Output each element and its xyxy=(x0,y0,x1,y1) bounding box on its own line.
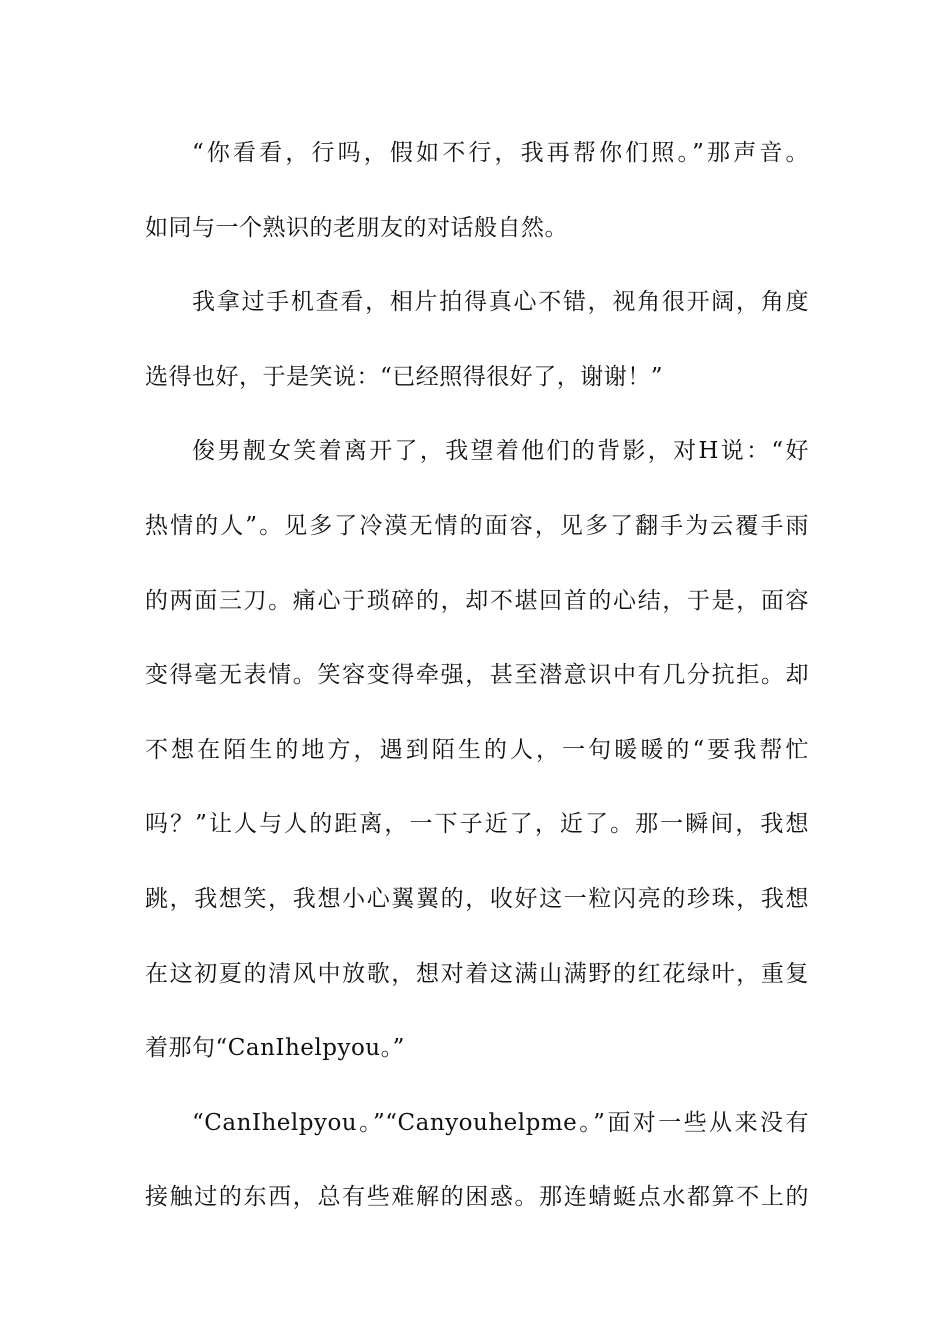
text-line: 不想在陌生的地方，遇到陌生的人，一句暖暖的“要我帮忙 xyxy=(145,736,809,763)
text-line: 选得也好，于是笑说：“已经照得很好了，谢谢！” xyxy=(145,363,664,390)
body-text xyxy=(145,131,809,1250)
text-line: “你看看，行吗，假如不行，我再帮你们照。”那声音。 xyxy=(192,140,809,166)
text-line: 热情的人”。见多了冷漠无情的面容，见多了翻手为云覆手雨 xyxy=(145,512,809,539)
text-line: 我拿过手机查看，相片拍得真心不错，视角很开阔，角度 xyxy=(192,289,809,316)
text-line: 如同与一个熟识的老朋友的对话般自然。 xyxy=(145,214,568,241)
text-line: “CanIhelpyou。”“Canyouhelpme。”面对一些从来没有 xyxy=(192,1109,809,1136)
text-line: 俊男靓女笑着离开了，我望着他们的背影，对H说：“好 xyxy=(192,438,809,465)
text-line: 着那句“CanIhelpyou。” xyxy=(145,1035,405,1062)
text-line: 接触过的东西，总有些难解的困惑。那连蜻蜓点水都算不上的 xyxy=(145,1184,809,1211)
text-line: 在这初夏的清风中放歌，想对着这满山满野的红花绿叶，重复 xyxy=(145,960,809,987)
text-line: 跳，我想笑，我想小心翼翼的，收好这一粒闪亮的珍珠，我想 xyxy=(145,885,809,912)
text-line: 吗？”让人与人的距离，一下子近了，近了。那一瞬间，我想 xyxy=(145,811,809,838)
text-line: 变得毫无表情。笑容变得牵强，甚至潜意识中有几分抗拒。却 xyxy=(145,662,809,689)
text-line: 的两面三刀。痛心于琐碎的，却不堪回首的心结，于是，面容 xyxy=(145,587,809,614)
